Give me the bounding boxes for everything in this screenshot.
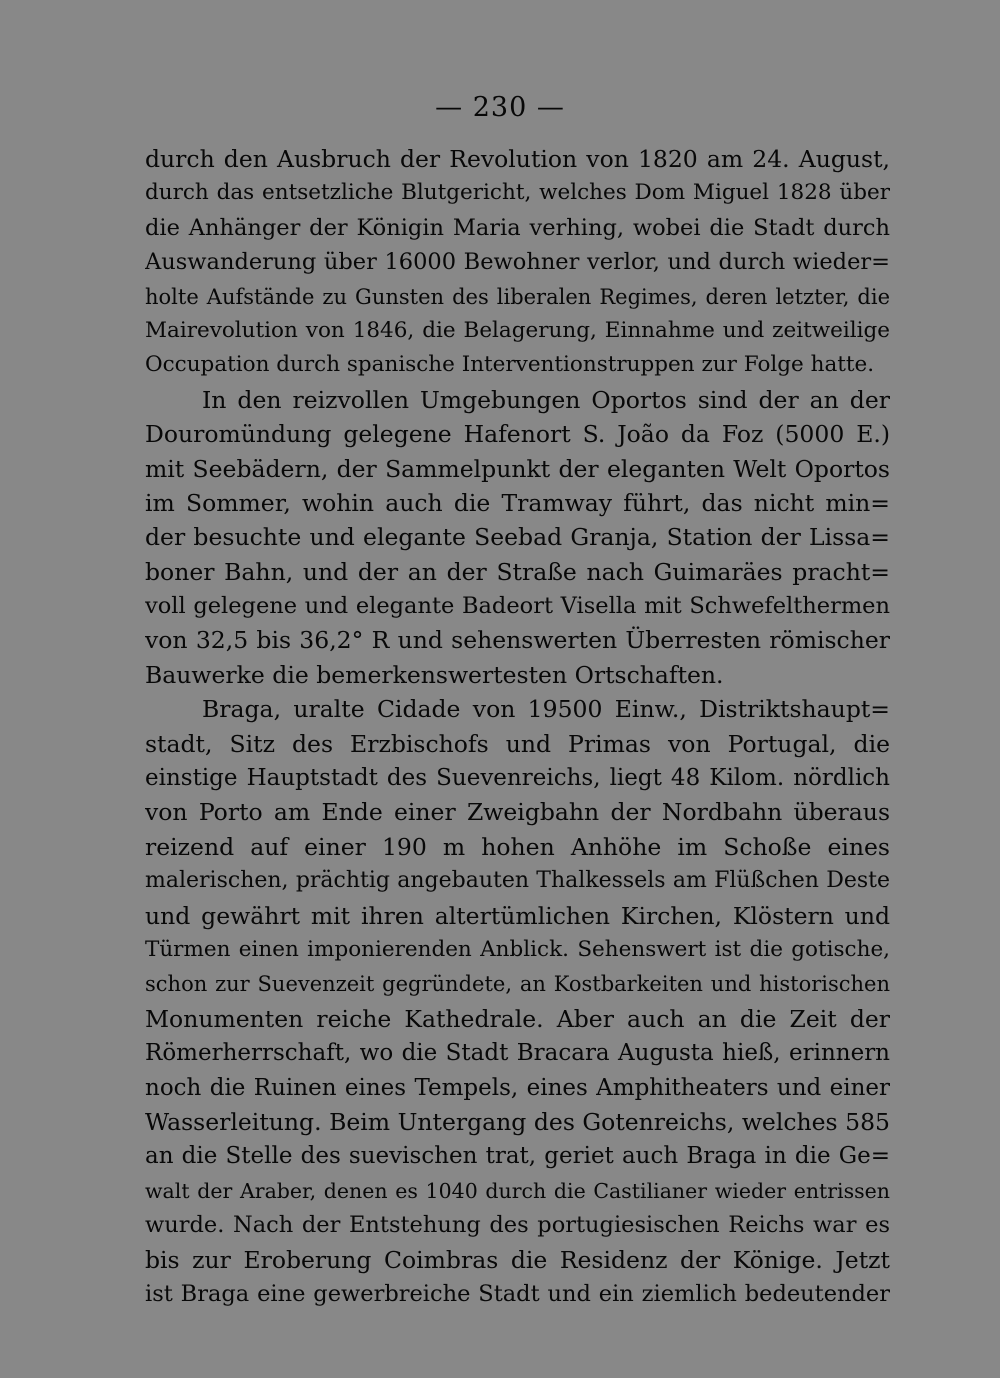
text-line: schon zur Suevenzeit gegründete, an Kostbarkeiten und historischen [145,972,890,997]
text-line: von Porto am Ende einer Zweigbahn der Nordbahn überaus [145,798,890,827]
text-line: Occupation durch spanische Interventionstruppen zur Folge hatte. [145,352,875,378]
text-line: Auswanderung über 16000 Bewohner verlor, und durch wieder= [145,249,890,276]
text-line: boner Bahn, und der an der Straße nach Guimaräes pracht= [145,557,890,586]
text-line: Douromündung gelegene Hafenort S. João da Foz (5000 E.) [145,420,890,449]
text-line: von 32,5 bis 36,2° R und sehenswerten Überresten römischer [145,626,890,655]
text-line: Bauwerke die bemerkenswertesten Ortschaften. [145,660,724,689]
text-line: bis zur Eroberung Coimbras die Residenz der Könige. Jetzt [145,1245,890,1274]
text-line: die Anhänger der Königin Maria verhing, wobei die Stadt durch [145,214,890,241]
text-line: noch die Ruinen eines Tempels, eines Amphitheaters und einer [145,1074,890,1101]
text-line: Mairevolution von 1846, die Belagerung, Einnahme und zeitweilige [145,317,890,343]
text-line: reizend auf einer 190 m hohen Anhöhe im Schoße eines [145,832,890,861]
text-line: wurde. Nach der Entstehung des portugiesischen Reichs war es [145,1212,890,1239]
text-line: malerischen, prächtig angebauten Thalkessels am Flüßchen Deste [145,868,890,894]
text-line: Monumenten reiche Kathedrale. Aber auch an die Zeit der [145,1004,890,1033]
text-line: durch den Ausbruch der Revolution von 1820 am 24. August, [145,145,890,173]
text-line: voll gelegene und elegante Badeort Visella mit Schwefelthermen [145,593,890,620]
paragraph-first-line: Braga, uralte Cidade von 19500 Einw., Distriktshaupt= [202,695,890,724]
text-line: im Sommer, wohin auch die Tramway führt, das nicht min= [145,488,890,517]
text-line: einstige Hauptstadt des Suevenreichs, liegt 48 Kilom. nördlich [145,765,890,792]
body-text [145,142,890,1311]
text-line: Türmen einen imponierenden Anblick. Sehenswert ist die gotische, [145,936,890,962]
text-line: Römerherrschaft, wo die Stadt Bracara Augusta hieß, erinnern [145,1040,890,1067]
text-line: Wasserleitung. Beim Untergang des Gotenreichs, welches 585 [145,1107,890,1136]
text-line: mit Seebädern, der Sammelpunkt der eleganten Welt Oportos [145,454,890,483]
text-line: an die Stelle des suevischen trat, geriet auch Braga in die Ge= [145,1143,890,1170]
text-line: der besuchte und elegante Seebad Granja, Station der Lissa= [145,523,890,552]
text-line: ist Braga eine gewerbreiche Stadt und ein ziemlich bedeutender [145,1280,890,1307]
text-line: durch das entsetzliche Blutgericht, welches Dom Miguel 1828 über [145,180,890,206]
text-line: und gewährt mit ihren altertümlichen Kirchen, Klöstern und [145,901,890,930]
text-line: walt der Araber, denen es 1040 durch die Castilianer wieder entrissen [145,1178,890,1203]
text-line: holte Aufstände zu Gunsten des liberalen Regimes, deren letzter, die [145,284,890,309]
text-line: stadt, Sitz des Erzbischofs und Primas von Portugal, die [145,729,890,758]
paragraph-first-line: In den reizvollen Umgebungen Oportos sind der an der [202,385,890,414]
page-number: — 230 — [435,92,565,123]
